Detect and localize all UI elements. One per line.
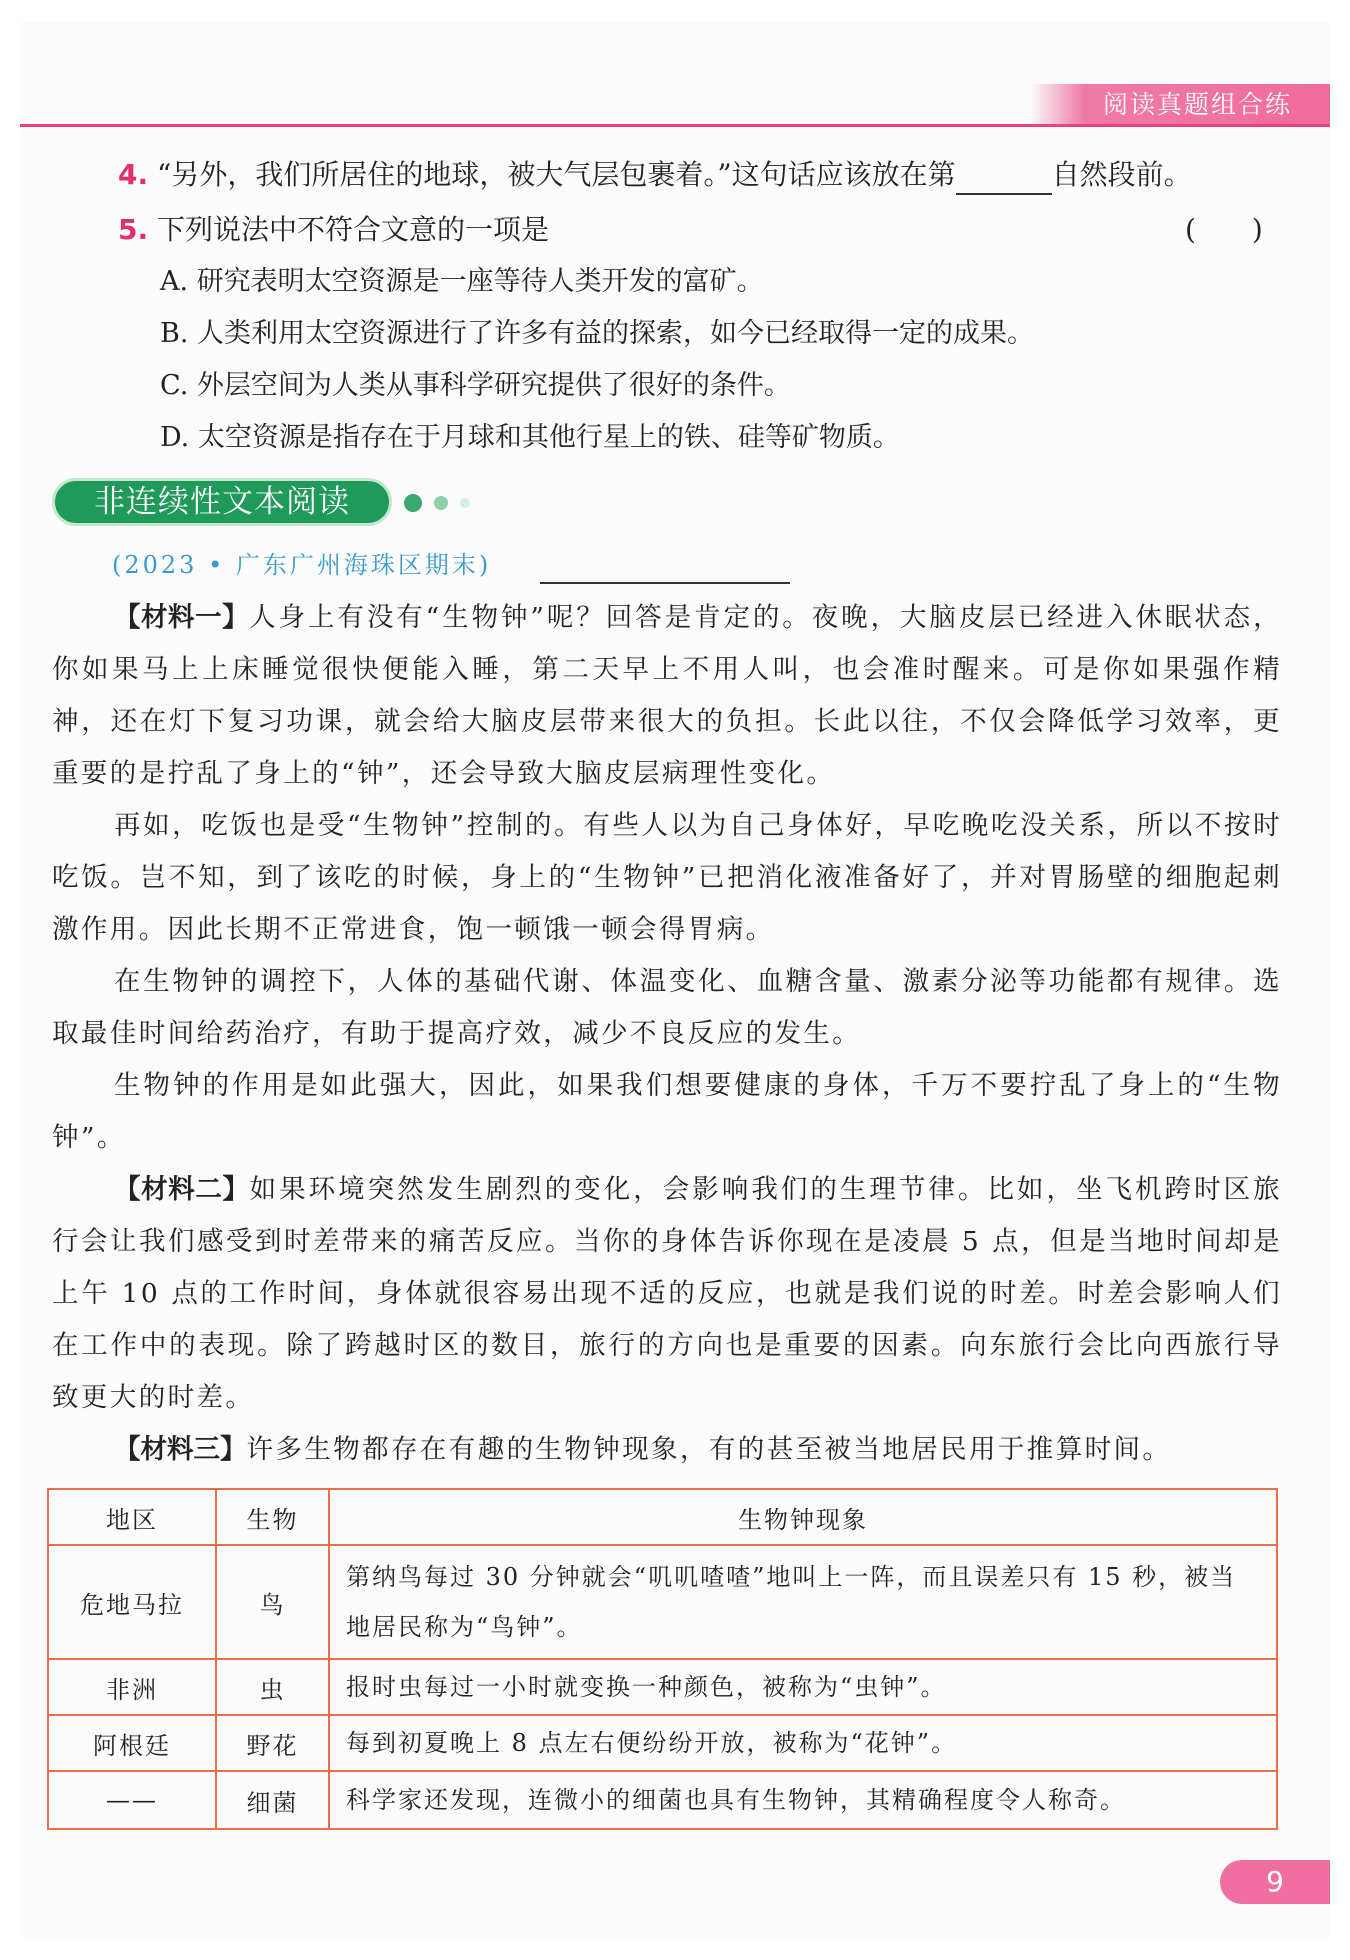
table-cell-phenomenon: 第纳鸟每过 30 分钟就会“叽叽喳喳”地叫上一阵，而且误差只有 15 秒，被当地居民称为“鸟钟”。 [329,1545,1277,1659]
question-4 [118,155,1192,195]
biological-clock-table [47,1488,1278,1830]
paragraph-text: 生物钟的作用是如此强大，因此，如果我们想要健康的身体，千万不要拧乱了身上的“生物钟”。 [52,1070,1282,1153]
question-number: 4. [118,158,149,191]
section-title: 非连续性文本阅读 [52,478,392,526]
page-number: 9 [1220,1860,1330,1904]
table-header-cell: 生物 [216,1489,329,1545]
table-row [48,1545,1277,1659]
table-row [48,1659,1277,1715]
table-cell-phenomenon: 报时虫每过一小时就变换一种颜色，被称为“虫钟”。 [329,1659,1277,1715]
header-divider [20,124,1330,127]
material-1-paragraph-1 [52,592,1282,800]
source-citation: (2023 • 广东广州海珠区期末) [112,551,492,579]
table-cell-region: —— [48,1771,216,1829]
question-number: 5. [118,213,149,246]
answer-parentheses[interactable]: ( ) [1185,213,1263,246]
table-cell-phenomenon: 每到初夏晚上 8 点左右便纷纷开放，被称为“花钟”。 [329,1715,1277,1771]
table-header-row [48,1489,1277,1545]
material-label: 【材料一】 [114,602,250,633]
paragraph-text: 在生物钟的调控下，人体的基础代谢、体温变化、血糖含量、激素分泌等功能都有规律。选取最佳时间给药治疗，有助于提高疗效，减少不良反应的发生。 [52,966,1282,1049]
material-label: 【材料三】 [114,1434,247,1465]
material-1-paragraph-2 [52,800,1282,956]
table-cell-region: 危地马拉 [48,1545,216,1659]
paragraph-text: 如果环境突然发生剧烈的变化，会影响我们的生理节律。比如，坐飞机跨时区旅行会让我们感受到时差带来的痛苦反应。当你的身体告诉你现在是凌晨 5 点，但是当地时间却是上午 10 点的工作时间，身体就很容易出现不适的反应，也就是我们说的时差。时差会影响人们在工作中的表现。除了跨越时区的数目，旅行的方向也是重要的因素。向东旅行会比向西旅行导致更大的时差。 [52,1174,1283,1413]
option-b[interactable]: B. 人类利用太空资源进行了许多有益的探索，如今已经取得一定的成果。 [160,318,1035,349]
question-text: “另外，我们所居住的地球，被大气层包裹着。”这句话应该放在第 [157,158,956,191]
table-row [48,1771,1277,1829]
table-cell-organism: 野花 [216,1715,329,1771]
table-cell-region: 阿根廷 [48,1715,216,1771]
material-1-paragraph-3 [52,956,1282,1060]
table-cell-region: 非洲 [48,1659,216,1715]
paragraph-text: 再如，吃饭也是受“生物钟”控制的。有些人以为自己身体好，早吃晚吃没关系，所以不按时吃饭。岂不知，到了该吃的时候，身上的“生物钟”已把消化液准备好了，并对胃肠壁的细胞起刺激作用。因此长期不正常进食，饱一顿饿一顿会得胃病。 [52,810,1282,945]
source-answer-line[interactable] [540,582,790,584]
table-cell-organism: 鸟 [216,1545,329,1659]
option-a[interactable]: A. 研究表明太空资源是一座等待人类开发的富矿。 [160,266,764,297]
question-text-after: 自然段前。 [1051,158,1192,191]
material-label: 【材料二】 [114,1174,250,1205]
decor-dot-icon [404,494,422,512]
paragraph-text: 许多生物都存在有趣的生物钟现象，有的甚至被当地居民用于推算时间。 [246,1434,1172,1465]
paragraph-text: 人身上有没有“生物钟”呢？回答是肯定的。夜晚，大脑皮层已经进入休眠状态，你如果马上上床睡觉很快便能入睡，第二天早上不用人叫，也会准时醒来。可是你如果强作精神，还在灯下复习功课，就会给大脑皮层带来很大的负担。长此以往，不仅会降低学习效率，更重要的是拧乱了身上的“钟”，还会导致大脑皮层病理性变化。 [52,602,1282,789]
question-text: 下列说法中不符合文意的一项是 [157,213,550,246]
table-cell-phenomenon: 科学家还发现，连微小的细菌也具有生物钟，其精确程度令人称奇。 [329,1771,1277,1829]
header-section-tab: 阅读真题组合练 [1030,84,1330,126]
table-header-cell: 生物钟现象 [329,1489,1277,1545]
option-c[interactable]: C. 外层空间为人类从事科学研究提供了很好的条件。 [160,370,791,401]
table-header-cell: 地区 [48,1489,216,1545]
decor-dot-icon [460,498,470,508]
decor-dot-icon [434,496,448,510]
table-row [48,1715,1277,1771]
material-2-paragraph [52,1164,1282,1424]
material-3-paragraph [52,1424,1282,1476]
table-cell-organism: 虫 [216,1659,329,1715]
table-cell-organism: 细菌 [216,1771,329,1829]
answer-blank[interactable] [956,165,1052,195]
option-d[interactable]: D. 太空资源是指存在于月球和其他行星上的铁、硅等矿物质。 [160,422,900,453]
question-5 [118,210,549,250]
material-1-paragraph-4 [52,1060,1282,1164]
